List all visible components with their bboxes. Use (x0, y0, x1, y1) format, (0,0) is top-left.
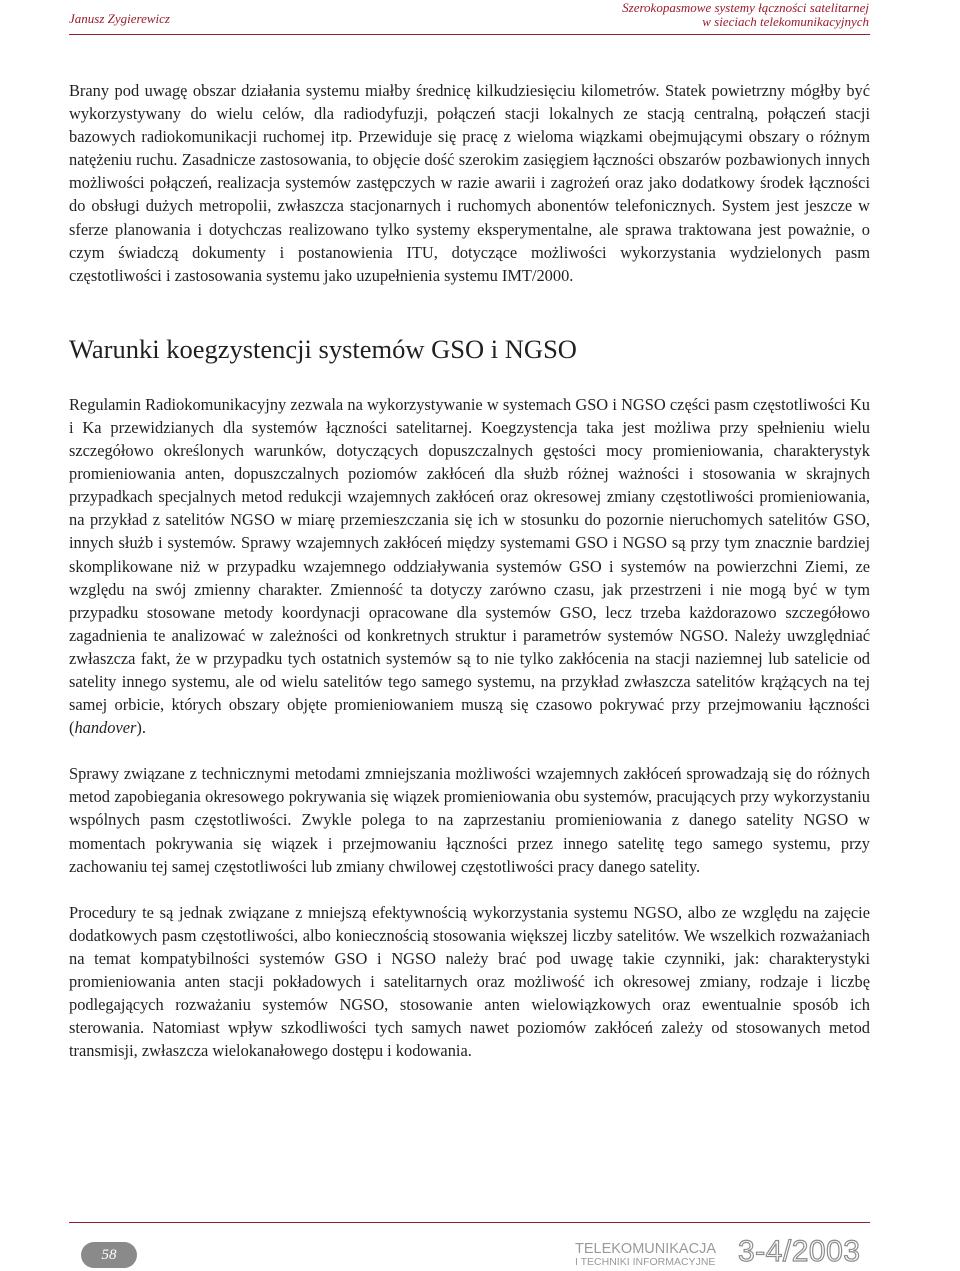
section-paragraph-1 (69, 393, 870, 739)
section-paragraph-1-text: Regulamin Radiokomunikacyjny zezwala na wykorzystywanie w systemach GSO i NGSO części pasm częstotliwości Ku i Ka przewidzianych dla systemów łączności satelitarnej. Koegzystencja taka jest możliwa przy spełnieniu wielu szczegółowo określonych warunków, dotyczących dopuszczalnych gęstości mocy promieniowania, charakterystyk promieniowania anten, dopuszczalnych poziomów zakłóceń dla służb różnej ważności i stosowania w skrajnych przypadkach specjalnych metod redukcji wzajemnych zakłóceń oraz okresowej zmiany częstotliwości promieniowania, na przykład z satelitów NGSO w miarę przemieszczania się ich w stosunku do pozornie nieruchomych satelitów GSO, innych służb i systemów. Sprawy wzajemnych zakłóceń między systemami GSO i NGSO są przy tym znacznie bardziej skomplikowane niż w przypadku wzajemnego oddziaływania systemów GSO i systemów na powierzchni Ziemi, ze względu na swój zmienny charakter. Zmienność ta dotyczy zarówno czasu, jak przestrzeni i nie mogą być w tym przypadku stosowane metody koordynacji opracowane dla systemów GSO, lecz trzeba każdorazowo szczegółowo zagadnienia te analizować w zależności od konkretnych struktur i parametrów systemów NGSO. Należy uwzględniać zwłaszcza fakt, że w przypadku tych ostatnich systemów są to nie tylko zakłócenia na stacji naziemnej lub satelicie od satelity innego systemu, ale od wielu satelitów tego samego systemu, na przykład zwłaszcza satelitów krążących na tej samej orbicie, których obszary objęte promieniowaniem muszą się czasowo pokrywać przy przejmowaniu łączności ( (69, 394, 870, 738)
footer-divider (69, 1222, 870, 1223)
page-number-badge: 58 (81, 1242, 137, 1268)
intro-paragraph: Brany pod uwagę obszar działania systemu miałby średnicę kilkudziesięciu kilometrów. Statek powietrzny mógłby być wykorzystywany do wielu celów, dla radiodyfuzji, połączeń stacji lokalnych ze stacją centralną, połączeń stacji bazowych radiokomunikacji ruchomej itp. Przewiduje się pracę z wieloma wiązkami obejmującymi obszary o różnym natężeniu ruchu. Zasadnicze zastosowania, to objęcie dość szerokim zasięgiem łączności obszarów pozbawionych innych możliwości połączeń, realizacja systemów zastępczych w razie awarii i zagrożeń oraz jako dodatkowy środek łączności do obsługi dużych metropolii, zwłaszcza stacjonarnych i ruchomych abonentów telefonicznych. System jest jeszcze w sferze planowania i dotychczas realizowano tylko systemy eksperymentalne, ale sprawa traktowana jest poważnie, o czym świadczą dokumenty i postanowienia ITU, dotyczące możliwości wykorzystania wydzielonych pasm częstotliwości i zastosowania systemu jako uzupełnienia systemu IMT/2000. (69, 81, 870, 285)
issue-number: 3-4/2003 (738, 1235, 861, 1268)
journal-name-line-1: TELEKOMUNIKACJA (575, 1241, 716, 1257)
section-heading: Warunki koegzystencji systemów GSO i NGSO (69, 333, 577, 364)
running-header-title-line-2: w sieciach telekomunikacyjnych (702, 14, 869, 29)
header-divider (69, 34, 870, 35)
section-paragraph-2: Sprawy związane z technicznymi metodami zmniejszania możliwości wzajemnych zakłóceń sprowadzają się do różnych metod zapobiegania okresowego pokrywania się wiązek promieniowania obu systemów, pracujących przy wykorzystaniu wspólnych pasm częstotliwości. Zwykle polega to na zaprzestaniu promieniowania z danego satelity NGSO w momentach pokrywania się wiązek i przejmowaniu łączności przez innego satelitę tego samego systemu, przy zachowaniu tej samej częstotliwości lub zmiany chwilowej częstotliwości pracy danego satelity. (69, 764, 870, 876)
running-header-title-line-1: Szerokopasmowe systemy łączności satelitarnej (622, 0, 869, 15)
section-paragraph-1-end: ). (136, 718, 146, 738)
section-paragraph-3: Procedury te są jednak związane z mniejszą efektywnością wykorzystania systemu NGSO, albo ze względu na zajęcie dodatkowych pasm częstotliwości, albo koniecznością stosowania większej liczby satelitów. We wszelkich rozważaniach na temat kompatybilności systemów GSO i NGSO należy brać pod uwagę takie czynniki, jak: charakterystyki promieniowania anten stacji pokładowych i satelitarnych oraz możliwość ich okresowej zmiany, rodzaje i liczbę podlegających rozważaniu systemów NGSO, stosowanie anten wielowiązkowych oraz ewentualnie sposób ich sterowania. Natomiast wpływ szkodliwości tych samych nawet poziomów zakłóceń zależy od stosowanych metod transmisji, zwłaszcza wielokanałowego dostępu i kodowania. (69, 902, 870, 1061)
handover-term: handover (74, 718, 137, 738)
running-header-author: Janusz Zygierewicz (69, 11, 170, 26)
journal-name-line-2: I TECHNIKI INFORMACYJNE (575, 1256, 716, 1268)
journal-name (575, 1243, 716, 1269)
page-body (69, 79, 870, 1062)
running-header-title (622, 1, 869, 29)
